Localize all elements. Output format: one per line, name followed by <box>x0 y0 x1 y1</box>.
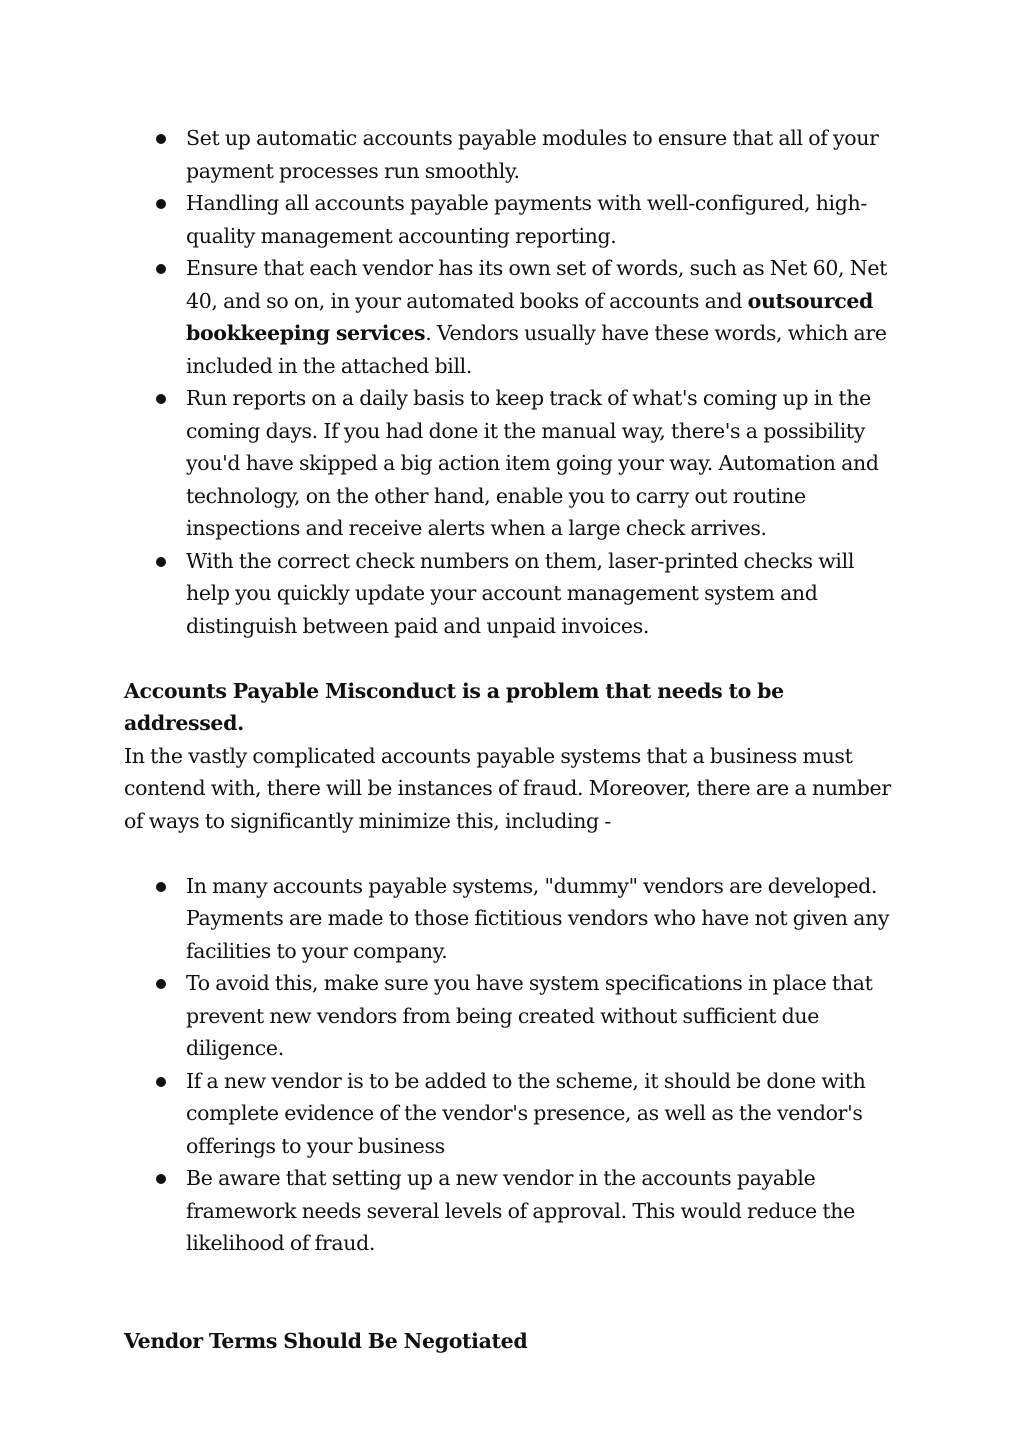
list-item <box>186 870 900 968</box>
list-item-text-end: . Vendors usually have these words, which are included in the attached bill. <box>186 321 887 378</box>
list-item-text: To avoid this, make sure you have system specifications in place that prevent new vendors from being created without sufficient due diligence. <box>186 971 873 1060</box>
section-heading-vendor-terms: Vendor Terms Should Be Negotiated <box>124 1328 528 1353</box>
bullet-list-fraud-prevention <box>124 870 900 1260</box>
bullet-icon <box>156 557 166 567</box>
section-body: In the vastly complicated accounts payable systems that a business must contend with, there will be instances of fraud. Moreover, there are a number of ways to significantly minimize this, including - <box>124 743 891 833</box>
list-item-text: Handling all accounts payable payments with well-configured, high-quality management accounting reporting. <box>186 191 867 248</box>
list-item-text: Set up automatic accounts payable modules to ensure that all of your payment processes run smoothly. <box>186 126 879 183</box>
list-item-text: In many accounts payable systems, "dummy" vendors are developed. Payments are made to those fictitious vendors who have not given any facilities to your company. <box>186 873 890 963</box>
list-item <box>186 1065 900 1163</box>
list-item <box>186 252 900 382</box>
bullet-icon <box>156 882 166 892</box>
spacer <box>124 642 900 675</box>
list-item-text: Be aware that setting up a new vendor in the accounts payable framework needs several levels of approval. This would reduce the likelihood of fraud. <box>186 1166 855 1255</box>
bullet-icon <box>156 134 166 144</box>
bullet-icon <box>156 979 166 989</box>
list-item <box>186 545 900 643</box>
list-item-text: With the correct check numbers on them, laser-printed checks will help you quickly update your account management system and distinguish between paid and unpaid invoices. <box>186 548 855 638</box>
bullet-icon <box>156 1174 166 1184</box>
list-item <box>186 382 900 545</box>
spacer <box>124 837 900 870</box>
list-item <box>186 187 900 252</box>
spacer <box>124 1260 900 1325</box>
section-misconduct <box>124 675 900 838</box>
bullet-icon <box>156 264 166 274</box>
list-item <box>186 1162 900 1260</box>
list-item <box>186 122 900 187</box>
list-item <box>186 967 900 1065</box>
list-item-text: If a new vendor is to be added to the scheme, it should be done with complete evidence of the vendor's presence, as well as the vendor's offerings to your business <box>186 1068 866 1158</box>
section-heading: Accounts Payable Misconduct is a problem that needs to be addressed. <box>124 678 784 735</box>
bullet-icon <box>156 1077 166 1087</box>
list-item-text: Run reports on a daily basis to keep track of what's coming up in the coming days. If you had done it the manual way, there's a possibility you'd have skipped a big action item going your way. Automation and technology, on the other hand, enable you to carry out routine inspections and receive alerts when a large check arrives. <box>186 386 879 540</box>
bullet-icon <box>156 394 166 404</box>
list-item-text-start: Ensure that each vendor has its own set of words, such as Net 60, Net 40, and so on, in your automated books of accounts and <box>186 256 888 313</box>
bold-link-text: outsourced bookkeeping services <box>186 288 873 345</box>
bullet-list-accounts-payable-tips <box>124 122 900 642</box>
bullet-icon <box>156 199 166 209</box>
